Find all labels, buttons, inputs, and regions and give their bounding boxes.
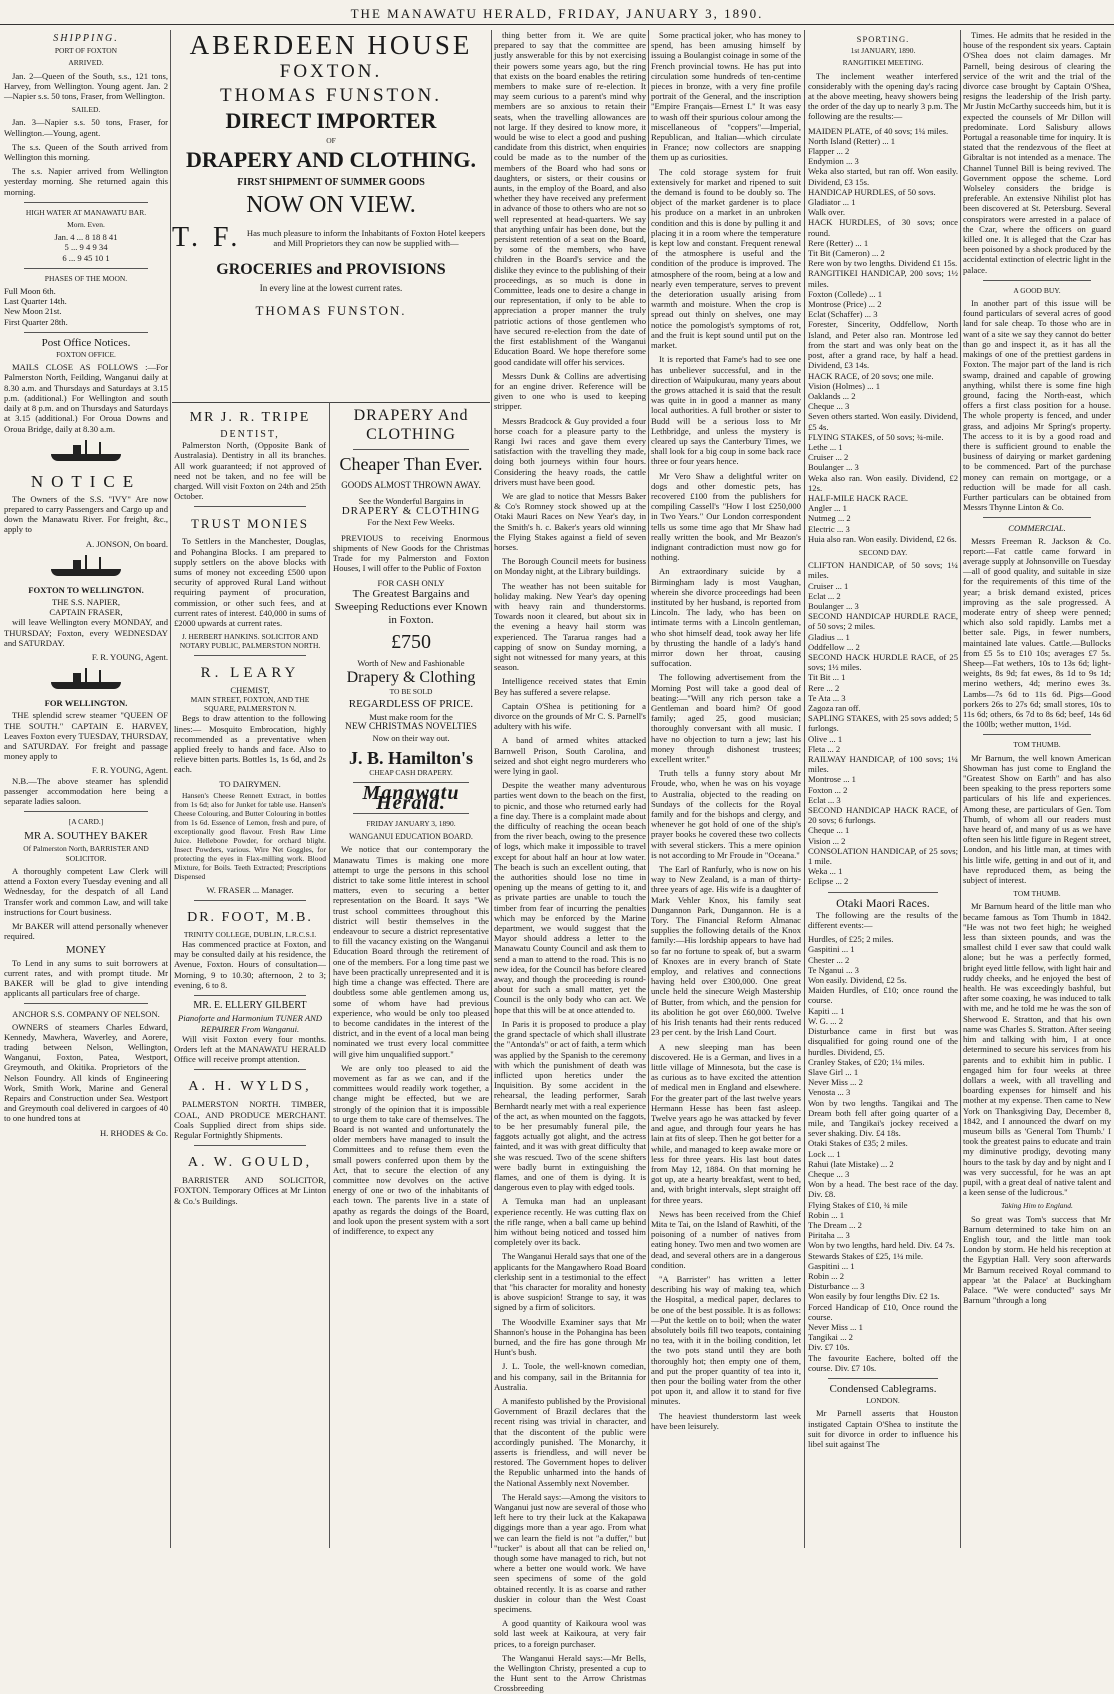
news-paragraph: The Herald says:—Among the visitors to Wanganui just now are several of those who left here to try their luck at the Kakapawa diggings more than a year ago. From what we can learn the field is not "a duffer," but "tucker" is about all that can be relied on, though some have managed to rich, but not where a better one would work. We have seen specimens of some of the gold obtained recently. It is as coarse and rather duskier in colour than the West Coast specimens. xyxy=(494,1491,646,1615)
gilbert-heading: MR. E. ELLERY GILBERT xyxy=(193,1000,307,1012)
race-result-line: SECOND HACK HURDLE RACE, of 25 sovs; 1½ miles. xyxy=(808,651,958,673)
direct-importer: DIRECT IMPORTER xyxy=(225,108,437,133)
baker-sub: Of Palmerston North, BARRISTER AND SOLICITOR. xyxy=(23,843,149,863)
notice-signature: A. JONSON, On board. xyxy=(85,538,168,549)
sailed-text: Jan. 3—Napier s.s. 50 tons, Fraser, for Wellington.—Young, agent. xyxy=(4,117,168,138)
dairymen-heading: TO DAIRYMEN. xyxy=(219,778,281,789)
race-result-line: Flapper ... 2 xyxy=(808,146,850,157)
shipping-heading: SHIPPING. xyxy=(53,33,119,44)
leary-address: MAIN STREET, FOXTON, AND THE SQUARE, PALMERSTON N. xyxy=(190,695,310,714)
tom-thumb-text: So great was Tom's success that Mr Barnum determined to take him on an English tour, and the little man took London by storm. He held his reception at the Egyptian Hall. Very soon afterwards Mr Barnum received Royal command to appear 'at the Palace' at Buckingham Palace. "We were conducted" says Mr Barnum "through a long xyxy=(963,1213,1111,1306)
news-paragraph: Some practical joker, who has money to spend, has been amusing himself by issuing a Boulangist coinage in some of the French provincial towns. He has put into circulation some hundreds of ten-centime pieces in bronze, with a very fine profile portrait of the General, and the inscription "Empire Français—Ernest I." It was easy to wash off their spurious colour among the miscellaneous of "coppers"—Imperial, Republican, and Italian—which circulate in France; now collectors are snapping them up as curiosities. xyxy=(651,30,801,163)
ad-rule xyxy=(172,402,490,403)
foot-heading: DR. FOOT, M.B. xyxy=(187,910,313,926)
race-result-line: The favourite Eachere, bolted off the course. Div. £7 10s. xyxy=(808,1352,958,1373)
news-paragraph: A band of armed whites attacked Barnwell Prison, South Carolina, and seized and shot eight negro murderers who were lying in gaol. xyxy=(494,735,646,777)
race-result-line: Gaspitini ... 1 xyxy=(808,1260,855,1271)
race-result-line: Tangikai ... 2 xyxy=(808,1332,853,1343)
steamship-icon xyxy=(41,440,131,464)
news-paragraph: In Paris it is proposed to produce a play the grand spectacle of which shall illustrate the "Antonda's" or act of faith, a term which was applied by the Spanish to the ceremony with which the punishment of death was inflicted upon heretics under the Inquisition. By some accident in the rehearsal, the leading performer, Sarah Bernhardt nearly met with a real experience of the act, as when mounted on the faggots, to be her presumably funeral pile, the faggots actually got alight, and the actress fainted, and it was with great difficulty that she was rescued. Two of the scene shifters were badly burnt in extinguishing the flames, and one of them is dying. It is dangerous even to play with edged tools. xyxy=(494,1018,646,1193)
news-paragraph: We are glad to notice that Messrs Baker & Co's Romney stock showed up at the Otaki Mauri Races on New Year's day, in the Smith's h. c. Baker's years old winning the Flying Stakes against a field of seven horses. xyxy=(494,490,646,552)
race-result-line: Montrose ... 1 xyxy=(808,774,856,785)
education-board-heading: WANGANUI EDUCATION BOARD. xyxy=(349,832,473,842)
england-heading: Taking Him to England. xyxy=(1001,1201,1073,1211)
herald-title: Manawatu Herald. xyxy=(362,781,460,815)
race-result-line: HACK RACE, of 20 sovs; one mile. xyxy=(808,370,934,381)
separator xyxy=(828,1378,938,1379)
baker-heading: MR A. SOUTHEY BAKER xyxy=(24,830,148,843)
wylds-text: PALMERSTON NORTH. TIMBER, COAL, AND PRODUCE MERCHANT. Coals Supplied direct from ships side. Regular Fortnightly Shipments. xyxy=(174,1099,326,1140)
column-divider xyxy=(491,30,492,1548)
goods-thrown-away: GOODS ALMOST THROWN AWAY. xyxy=(341,480,481,490)
race-result-line: Olive ... 1 xyxy=(808,733,843,744)
otaki-intro: The following are the results of the different events:— xyxy=(808,909,958,931)
separator xyxy=(983,517,1091,518)
race-result-line: SECOND HANDICAP HACK RACE, of 20 sovs; 6 furlongs. xyxy=(808,805,958,826)
mails-text: MAILS CLOSE AS FOLLOWS :—For Palmerston North, Feilding, Wanganui daily at 8.30 a.m. and Thursdays and Saturdays at 3.15 p.m. (additional.) For Wellington and south daily at 8 p.m. and on Thursdays and Saturdays at 3.15 (additional.) For Oroua Downs and Oroua Bridge, daily at 8.30 a.m. xyxy=(4,362,168,434)
race-result-line: Cheque ... 3 xyxy=(808,1168,850,1179)
funston-title: THOMAS FUNSTON. xyxy=(219,85,442,106)
good-buy-heading: A GOOD BUY. xyxy=(1013,285,1061,295)
separator xyxy=(194,995,306,996)
moon-phase: New Moon 21st. xyxy=(4,306,62,317)
race-result-line: Disturbance ... 3 xyxy=(808,1281,865,1292)
race-result-line: Won easily. Dividend, £2 5s. xyxy=(808,975,907,986)
separator xyxy=(194,900,306,901)
race-result-line: Eclat ... 3 xyxy=(808,794,841,805)
post-office-sub: FOXTON OFFICE. xyxy=(56,350,116,360)
race-result-line: Rahui (late Mistake) ... 2 xyxy=(808,1158,894,1169)
race-result-line: Lethe ... 1 xyxy=(808,441,843,452)
race-result-line: Foxton (Collede) ... 1 xyxy=(808,288,882,299)
otaki-heading: Otaki Maori Races. xyxy=(836,895,930,910)
race-result-line: CLIFTON HANDICAP, of 50 sovs; 1¼ miles. xyxy=(808,560,958,581)
money-heading: MONEY xyxy=(65,944,107,957)
on-their-way: Now on their way out. xyxy=(372,732,450,743)
editorial-paragraph: We are only too pleased to aid the movement as far as we can, and if the committees would readily work together, a change might be effected, but we are strongly of the opinion that it is impossible to urge them to take care of themselves. The Board is not wanted and unfortunately the older members have managed to insult the Committees and to refuse them even the small powers conferred upon them by the Act, that to secure the election of any committee now devolves on the active energy of one or two of the inhabitants of each town. The parents live in a state of apathy as regards the doings of the Board, and look upon the present system with a sort of indifference, to expect any xyxy=(333,1062,489,1236)
gilbert-sub: Pianoforte and Harmonium TUNER AND REPAIRER From Wanganui. xyxy=(177,1013,323,1034)
race-result-line: Maiden Hurdles, of £10; once round the course. xyxy=(808,985,958,1006)
race-result-line: SECOND HANDICAP HURDLE RACE, of 50 sovs; 2 miles. xyxy=(808,611,958,632)
news-paragraph: The weather has not been suitable for holiday making. New Year's day opening with heavy rain and thunderstorms. Towards noon it cleared, but about six in the evening a heavy hail storm was experienced. The Tararua ranges had a capping of snow on Sunday morning, a sight not witnessed for many years, at this season. xyxy=(494,580,646,673)
separator xyxy=(24,332,148,333)
race-result-line: Won by a head. The best race of the day. Div. £8. xyxy=(808,1179,958,1200)
race-result-line: RANGITIKEI HANDICAP, 200 sovs; 1½ miles. xyxy=(808,268,958,289)
first-shipment: FIRST SHIPMENT OF SUMMER GOODS xyxy=(237,177,425,188)
greatest-bargains: The Greatest Bargains and Sweeping Reductions ever Known in Foxton. xyxy=(334,587,488,626)
tide-row: Jan. 4 ... 8 18 8 41 xyxy=(54,232,118,243)
race-result-line: Forced Handicap of £10, Once round the course. xyxy=(808,1301,958,1322)
notice-heading: NOTICE xyxy=(30,471,142,491)
column-divider xyxy=(804,30,805,1548)
news-paragraph: The heaviest thunderstorm last week have been leisurely. xyxy=(651,1410,801,1431)
tide-columns: Morn. Even. xyxy=(67,220,105,230)
agent-signature: F. R. YOUNG, Agent. xyxy=(91,651,168,662)
race-result-line: Venosta ... 3 xyxy=(808,1087,851,1098)
masthead-rule xyxy=(0,24,1114,25)
money-text: To Lend in any sums to suit borrowers at current rates, and with prompt titude. Mr BAKER will be glad to give intending applicants all particulars free of charge. xyxy=(4,957,168,999)
separator xyxy=(194,1069,306,1070)
race-result-line: Weka also started, but ran off. Won easily. Dividend, £3 15s. xyxy=(808,166,958,187)
drapery-clothing-big: Drapery & Clothing xyxy=(346,669,476,687)
cheap-cash-drapery: CHEAP CASH DRAPERY. xyxy=(369,767,453,777)
news-paragraph: A manifesto published by the Provisional Government of Brazil declares that the recent rising was trivial in character, and that the discontent of the public were accordingly punished. The Monarchy, it asserts is friendless, and will never be restored. The Government hopes to deliver the Republic unharmed into the hands of the National Assembly next November. xyxy=(494,1396,646,1488)
cable-paragraph: Times. He admits that he resided in the house of the respondent six years. Captain O'Shea does not claim damages. Mr Parnell, being desirous of clearing the service of the writ and the trial of the divorce case brought by Captain O'Shea, resigns the leadership of the Irish party. Mr Justin McCarthy succeeds him, but it is expected the counsels of Mr Dillon will predominate. Lord Salisbury allows Portugal a reasonable time for inquiry. It is stated that the rendezvous of the fleet at Gibraltar is not intended as a menace. The Channel Tunnel Bill is being revived. The Government oppose the scheme. Lord Wolseley considers the bridge is preferable. An extensive Nihilist plot has been discovered at St. Petersburg. Several conspirators were arrested in a palace of the Czar, where the officers on guard killed one. It is alleged that the Czar has been poisoned by a shock produced by the accidental extinction of electric light in the palace. xyxy=(963,30,1111,275)
race-result-line: Montrose (Price) ... 2 xyxy=(808,299,882,310)
steamship-icon xyxy=(41,668,131,692)
christmas-novelties: NEW CHRISTMAS NOVELTIES xyxy=(345,722,477,733)
cablegrams-heading: Condensed Cablegrams. xyxy=(829,1383,937,1395)
column-divider xyxy=(648,30,649,1548)
wonderful-bargains: See the Wonderful Bargains in xyxy=(358,496,464,507)
race-result-line: Cruiser ... 2 xyxy=(808,452,849,463)
race-result-line: Gladius ... 1 xyxy=(808,631,850,642)
race-result-line: The Dream ... 2 xyxy=(808,1219,862,1230)
race-result-line: Vision (Holmes) ... 1 xyxy=(808,380,881,391)
shipping-note: The s.s. Queen of the South arrived from Wellington this morning. xyxy=(4,141,168,163)
wylds-heading: A. H. WYLDS, xyxy=(188,1079,312,1095)
race-result-line: Zagoza ran off. xyxy=(808,703,861,713)
editorial-paragraph: We notice that our contemporary the Manawatu Times is making one more attempt to urge the persons in this school district to take some little interest in school matters, even to securing a better representation on the Board. It says "We trust school committees throughout this district will bestir themselves in the endeavour to secure a district representative to fill the vacancy existing on the Wanganui Education Board through the retirement of one of the members. For a long time past we have been practically unrepresented and it is high time a change was effected. There are doubtless some able gentlemen among us, some of whom have had previous experience, who would be only too pleased to become candidates in the interest of the district, and in the event of a local man being nominated we trust every local committee will give him unqualified support." xyxy=(333,844,489,1059)
race-result-line: North Island (Retter) ... 1 xyxy=(808,135,896,146)
anchor-signature: H. RHODES & Co. xyxy=(99,1127,168,1138)
race-result-line: Slave Girl ... 1 xyxy=(808,1066,859,1077)
tripe-text: Palmerston North, (Opposite Bank of Australasia). Dentistry in all its branches. All work guaranteed; if not approved of need not be taken, and no fee will be charged. Will visit Foxton on 24th and 25th October. xyxy=(174,440,326,502)
race-result-line: Foxton ... 2 xyxy=(808,784,848,795)
sailed-heading: SAILED. xyxy=(71,105,101,115)
foxton-title: FOXTON. xyxy=(279,61,383,82)
column-news xyxy=(494,30,647,1694)
to-be-sold: TO BE SOLD xyxy=(389,687,433,697)
race-result-line: Won easily by four lengths Div. £2 1s. xyxy=(808,1291,940,1302)
sporting-date: 1st JANUARY, 1890. xyxy=(850,46,916,56)
results-list xyxy=(808,934,958,1373)
race-result-line: Hurdles, of £25; 2 miles. xyxy=(808,934,894,945)
leary-text: Begs to draw attention to the following lines:— Mosquito Embrocation, highly recommended as a preventative when applied freely to hands and face. Also to relieve bitten parts. Bottles 1s, 1s 6d, and 2s each. xyxy=(174,713,326,775)
race-result-line: Cheque ... 1 xyxy=(808,825,850,836)
news-paragraph: Despite the weather many adventurous parties went down to the beach on the first, to picnic, and those who returned early had a fine day. There is a complaint made about the difficulty of reaching the ocean beach from the river beach, owing to the presence of logs, which make it impossible to travel except for about half an hour at low water. The beach is such an excellent outing, that the authorities should lose no time in opening up the means of getting to it, and as private parties are unable to touch the timber from fear of incurring the penalties which may be enforced by the Marine department, we would suggest that the Mayor should address a letter to the Manawatu County Council and ask them to send a man to attend to the road. This is no new idea, for the Council has before cleared away, and though the proceeding is round-about for such a small matter, yet the Council is the only body who can act. We hope that this will be at once attended to. xyxy=(494,780,646,1015)
race-result-line: Rere (Retter) ... 1 xyxy=(808,237,869,248)
race-result-line: Eclat (Schaffer) ... 3 xyxy=(808,309,878,320)
race-result-line: Eclat ... 2 xyxy=(808,590,841,601)
race-result-line: Te Nganui ... 3 xyxy=(808,964,859,975)
moon-heading: PHASES OF THE MOON. xyxy=(44,273,128,283)
race-result-line: Never Miss ... 2 xyxy=(808,1077,863,1088)
news-paragraph: Mr Vero Shaw a delightful writer on dogs and other domestic pets, has recovered £100 from the publishers for compiling Cassell's "How I lost £250,000 in Two Years." Our London correspondent tells us some time ago that Mr Shaw had really written the book, and Mr Beazon's indignant contradiction must now go for nothing. xyxy=(651,470,801,563)
trust-text: To Settlers in the Manchester, Douglas, and Pohangina Blocks. I am prepared to supply settlers on the above blocks with sums of money not exceeding £500 upon security of approved Rural Land without requiring payment of procuration, commission, or other such fees, and at current rates of interest. £40,000 in sums of £2000 upwards at current rates. xyxy=(174,536,326,629)
gould-heading: A. W. GOULD, xyxy=(187,1155,313,1171)
separator xyxy=(983,280,1091,281)
race-result-line: Stewards Stakes of £25, 1¼ mile. xyxy=(808,1250,924,1261)
race-result-line: Cruiser ... 1 xyxy=(808,580,849,591)
race-result-line: Seven others started. Won easily. Dividend, £5 4s. xyxy=(808,411,958,432)
leary-text-2: Hansen's Cheese Rennett Extract, in bottles from 1s 6d; also for Junket for table use. Hansen's Cheese Colouring, and Butter Colouring in bottles from 1s 6d. Essence of Lemon, fresh and pure, of exceptionally good flavour. Fresh Raw Lime Juice. Hellebone Powder, for orchard blight. Insect Powders, various. Wire Net Goggles, for protecting the eyes in Flax-milling work. Blood Mixture, for Boils. Teeth Extracted; Prescriptions Dispensed xyxy=(174,790,326,881)
news-paragraph: The Wanganui Herald says:—Mr Bells, the Wellington Christy, presented a cup to the Hunt sent to the Arrow Christmas Crossbreeding xyxy=(494,1652,646,1694)
news-paragraph: The cold storage system for fruit extensively for market and ripened to suit the demand is found to be doubly so. The object of the market gardener is to place his produce on a market in an unbroken condition and this is done by pulling it and placing it in a room where the temperature is kept low and constant. Frequent renewal of the atmosphere is useful and the condition of the produce is improved. The atmosphere of the room, being at a low and nearly even temperature, serves to prevent the deterioration usually arising from warmth and moisture. When the crop is spread out thinly on shelves, one may notice the pomologist's symptoms of rot, and the fruit is kept sound until put on the market. xyxy=(651,166,801,351)
regardless-of-price: REGARDLESS OF PRICE. xyxy=(348,698,474,711)
column-shipping xyxy=(4,30,168,1548)
tide-row: 5 ... 9 4 9 34 xyxy=(64,242,108,253)
separator xyxy=(194,655,306,656)
news-paragraph: The Borough Council meets for business on Monday night, at the Library buildings. xyxy=(494,556,646,577)
column-news-2 xyxy=(651,30,801,1548)
separator xyxy=(353,449,469,450)
race-result-line: Electric ... 3 xyxy=(808,523,850,534)
separator xyxy=(828,892,938,893)
foxton-wellington-heading: FOXTON TO WELLINGTON. xyxy=(28,584,144,595)
post-office-heading: Post Office Notices. xyxy=(41,336,131,349)
race-result-line: Otaki Stakes of £35; 2 miles. xyxy=(808,1138,908,1149)
race-result-line: Tit Bit (Cameron) ... 2 xyxy=(808,248,885,259)
news-paragraph: Intelligence received states that Emin Bey has suffered a severe relapse. xyxy=(494,676,646,697)
foot-text: Has commenced practice at Foxton, and may be consulted daily at his residence, the Avenue, Foxton. Hours of consultation—Morning, 9 to 10.30; afternoon, 2 to 3; evening, 6 to 8. xyxy=(174,939,326,990)
race-result-line: Oaklands ... 2 xyxy=(808,390,856,401)
separator xyxy=(194,506,306,507)
drapery-clothing-sub: DRAPERY & CLOTHING xyxy=(341,505,481,518)
news-paragraph: It is reported that Fame's had to see one has unbeliever successful, and in the direction of Waipukurau, many years about the grows attached it is said that the result was quite in in good a manner as many local authorities. A full brother or sister to Budd will be a serious loss to Mr Lethbridge, and unless the mystery is cleared up says the Canterbury Times, we shall look for a big coup in some back race three or four years hence. xyxy=(651,354,801,467)
tripe-heading: MR J. R. TRIPE xyxy=(189,410,311,425)
separator xyxy=(194,1145,306,1146)
separator xyxy=(24,202,148,203)
news-paragraph: The following advertisement from the Morning Post will take a good deal of beating:—"Will any rich person take a Gentleman and board him? Of good family; aged 25, good musician; thoroughly conversant with all music. I have no objection to turn a jew; last his money through dishonest trustees; excellent writer." xyxy=(651,672,801,765)
second-day-heading: SECOND DAY. xyxy=(858,547,908,557)
commercial-text: Messrs Freeman R. Jackson & Co. report:—Fat cattle came forward in average supply at Johnsonville on Tuesday—all of good quality, and suitable in size for the requirements of this time of the year; a brisk demand existed, prices improving as the sale progressed. A moderate entry of sheep were penned; which also sold rapidly. Lambs met a better sale. Pigs, in fewer numbers, maintained late values. Cattle.—Bullocks from £5 5s to £10 10s; averages £7 5s. Sheep—Fat wethers, 10s to 13s 6d; light-weights, 8s 9d; fat ewes, 8s 1d to 9s 1d; merino wethers, 4d; merino ewes 3s. Lambs—7s 6d to 11s 6d. Pigs—Good porkers 26s to 27s 6d; small stores, 10s to 11s 6d; others, 6s 7d to 8s 6d; beef, 14s 6d the 100lb; wether mutton, 1½d. xyxy=(963,535,1111,730)
notice-text: The Owners of the S.S. "IVY" Are now prepared to carry Passengers and Cargo up and down the Manawatu River. For freight, &c., apply to xyxy=(4,493,168,535)
race-result-line: W. G. ... 2 xyxy=(808,1015,844,1026)
cablegrams-sub: LONDON. xyxy=(866,1396,900,1406)
race-result-line: Lock ... 1 xyxy=(808,1148,841,1159)
race-result-line: Te Ata ... 3 xyxy=(808,692,846,703)
for-wellington-heading: FOR WELLINGTON. xyxy=(44,698,128,709)
steamship-icon xyxy=(41,555,131,579)
column-divider xyxy=(960,30,961,1548)
moon-phase: Full Moon 6th. xyxy=(4,286,56,297)
steamer-text: THE splendid screw steamer "QUEEN OF THE SOUTH." CAPTAIN E. HARVEY, Leaves Foxton every TUESDAY, THURSDAY, and SATURDAY. For freight and passage money apply to xyxy=(4,710,168,762)
news-paragraph: The Earl of Ranfurly, who is now on his way to New Zealand, is a man of thirty-three years of age. His wife is a daughter of Mark Vehler Knox, his family seat Dungannon Park, Dungannon. He is a Tory. The Financial Reform Almanac supplies the following details of the Knox family:—His lordship appears to have had so far no fortune to speak of, but a swarm of Knoxes are in every branch of State employ, and relatives and connections having held over £300,000. One great uncle held the sinecure Weigh Mastership of Butter, from which, and the pension for its abolition he got over £60,000. Twelve of his Irish tenants had their rents reduced 23 per cent. by the Irish Land Court. xyxy=(651,864,801,1038)
fraser-signature: W. FRASER ... Manager. xyxy=(206,884,294,895)
race-result-line: CONSOLATION HANDICAP, of 25 sovs; 1 mile. xyxy=(808,845,958,867)
race-result-line: Eclipse ... 2 xyxy=(808,876,849,887)
tf-initials: T. F. xyxy=(172,222,242,253)
separator xyxy=(24,811,148,812)
race-result-line: Tit Bit ... 1 xyxy=(808,672,846,683)
news-paragraph: The Woodville Examiner says that Mr Shannon's house in the Pohangina has been burned, and the fire has gone through Mr Hunt's bush. xyxy=(494,1316,646,1358)
race-result-line: Huia also ran. Won easily. Dividend, £2 6s. xyxy=(808,533,957,544)
tom-thumb-text: Mr Barnum heard of the little man who became famous as Tom Thumb in 1842. "He was not two feet high; he weighed less than sixteen pounds, and was the smallest child I ever saw that could walk alone; but he was a perfectly formed, bright eyed little fellow, with light hair and ruddy cheeks, and he enjoyed the best of health. He was exceedingly bashful, but after some coaxing, he was induced to talk with me, and he told me he was the son of Sherwood E. Stratton, and that his own name was Charles S. Stratton. After seeing him and talking with him, I at once determined to secure his services from his parents and to exhibit him in public. I engaged him for four weeks at three dollars a week, with all travelling and boarding expenses for himself and his mother at my expense. Then came to New York on Thanksgiving Day, December 8, 1842, and I announced the dwarf on my museum bills as 'General Tom Thumb.' I took the greatest pains to educate and train my diminutive prodigy, devoting many hours to the task by day and by night and I was very successful, for he was an apt pupil, with a great deal of native talent and a keen sense of the ludicrous." xyxy=(963,901,1111,1198)
race-result-line: Angler ... 1 xyxy=(808,503,847,514)
worth-text: Worth of New and Fashionable xyxy=(357,657,465,668)
race-result-line: HACK HURDLES, of 30 sovs; once round. xyxy=(808,217,958,238)
news-paragraph: A Temuka man had an unpleasant experience recently. He was cutting flax on the rifle range, when a ball came up behind him without being noticed and tossed him completely over its back. xyxy=(494,1196,646,1248)
shipping-note: The s.s. Napier arrived from Wellington yesterday morning. She returned again this morning. xyxy=(4,166,168,197)
hankins-signature: J. HERBERT HANKINS. SOLICITOR AND NOTARY PUBLIC, PALMERSTON NORTH. xyxy=(179,632,321,651)
news-paragraph: Messrs Bradcock & Guy provided a four horse coach for a pleasure party to the Rangi Iwi races and gave them every satisfaction with the travelling they made, doing both journeys within four hours. Considering the heavy roads, the cattle drivers must have been good. xyxy=(494,415,646,487)
tripe-dentist: DENTIST, xyxy=(220,429,280,440)
anchor-text: OWNERS of steamers Charles Edward, Kennedy, Mawhera, Waverley, and Aorere, trading between Nelson, Wellington, Wanganui, Foxton, Patea, Westport, Greymouth, and Okitika. Proprietors of the Nelson Foundry. All kinds of Engineering Work, Smith Work, Marine and General Repairs and Construction under Sea. Westport and Greymouth coal delivered in cargoes of 40 to one hundred tons at xyxy=(4,1021,168,1124)
leary-heading: R. LEARY xyxy=(200,665,300,682)
news-paragraph: "A Barrister" has written a letter describing his way of making tea, which the Hospital, a medical paper, declares to be one of the best possible. It is as follows:—Put the kettle on to boil; when the water absolutely boils fill two teapots, containing no tea, with it in the boiling condition, let the two pots stand until they are both thoroughly hot; then empty one of them, and put the proper quantity of tea into it, then pour the boiling water from the other pot upon it, and allow it to stand for five minutes. xyxy=(651,1273,801,1407)
results-list xyxy=(808,126,958,544)
good-buy-text: In another part of this issue will be found particulars of several acres of good land for sale cheap. To those who are in want of a site we say they cannot do better than go and inspect it, as it has all the makings of one of the prettiest gardens in Foxton. The major part of the land is rich swamp, drained and capable of growing anything, whilst there is some fine high ground, facing the North-east, which offers a first class position for a house. The whole property is fenced, and under grass, and adjoins Mr Spring's property. The access to it is by a good road and there is sufficient ground to enable the business of dairying or market gardening to be commenced. Part of the purchase money can remain on mortgage, or a reduction will be made for all cash. Further particulars can be obtained from Messrs Thynne Linton & Co. xyxy=(963,298,1111,513)
commercial-heading: COMMERCIAL. xyxy=(1008,523,1066,534)
anchor-heading: ANCHOR S.S. COMPANY OF NELSON. xyxy=(12,1009,160,1020)
separator xyxy=(983,734,1091,735)
race-result-line: Gaspitini ... 1 xyxy=(808,944,855,955)
column-professional-ads xyxy=(174,406,326,1548)
tom-thumb-heading: TOM THUMB. xyxy=(1013,740,1061,750)
aberdeen-title: ABERDEEN HOUSE xyxy=(189,30,473,60)
race-result-line: Walk over. xyxy=(808,207,846,218)
cheaper-title: Cheaper Than Ever. xyxy=(339,454,483,474)
foot-sub: TRINITY COLLEGE, DUBLIN, L.R.C.S.I. xyxy=(183,930,317,940)
race-result-line: Won by two lengths. Tangikai and The Dream both fell after going quarter of a mile, and Tangikai's jockey received a sever shaking. Div. £4 18s. xyxy=(808,1097,958,1139)
port-heading: PORT OF FOXTON xyxy=(54,46,118,56)
race-result-line: Won by two lengths, hard held. Div. £4 7s. xyxy=(808,1240,955,1251)
race-result-line: Vision ... 2 xyxy=(808,835,846,846)
race-result-line: MAIDEN PLATE, of 40 sovs; 1¼ miles. xyxy=(808,125,949,136)
sporting-intro: The inclement weather interfered considerably with the opening day's racing at the above meeting, heavy showers being the order of the day up to nearly 3 p.m. The following are the results:— xyxy=(808,70,958,122)
baker-text: Mr BAKER will attend personally whenever required. xyxy=(4,921,168,942)
moon-phase: First Quarter 28th. xyxy=(4,316,68,327)
steamer-note: N.B.—The above steamer has splendid passenger accommodation here being a separate ladies saloon. xyxy=(4,775,168,806)
race-result-line: Forester, Sincerity, Oddfellow, North Island, and Peter also ran. Montrose led from the start and was only beat on the post, after a grand race, by half a head. Dividend, £3 14s. xyxy=(808,319,958,371)
race-result-line: RAILWAY HANDICAP, of 100 sovs; 1¼ miles. xyxy=(808,754,958,775)
race-result-line: Fleta ... 2 xyxy=(808,743,841,754)
separator xyxy=(24,1003,148,1004)
race-result-line: Rere ... 2 xyxy=(808,682,840,693)
race-result-line: HALF-MILE HACK RACE. xyxy=(808,492,909,503)
agent-signature: F. R. YOUNG, Agent. xyxy=(91,765,168,776)
race-result-line: Boulanger ... 3 xyxy=(808,462,859,473)
arrived-heading: ARRIVED. xyxy=(68,58,104,68)
amount-750: £750 xyxy=(391,630,431,653)
race-result-line: Weka also ran. Won easily. Dividend, £2 12s. xyxy=(808,472,958,493)
news-paragraph: Captain O'Shea is petitioning for a divorce on the grounds of Mr C. S. Parnell's adultery with his wife. xyxy=(494,700,646,732)
separator xyxy=(24,268,148,269)
meeting-heading: RANGITIKEI MEETING. xyxy=(842,58,924,68)
schedule-text: will leave Wellington every MONDAY, and THURSDAY; Foxton, every WEDNESDAY and SATURDAY. xyxy=(4,617,168,648)
news-paragraph: Truth tells a funny story about Mr Froude, who, when he was on his voyage to Australia, objected to the reading on Sundays of the collects for the Royal family and for the bishops and clergy, and whenever he got hold of one of the ship's prayer books he covered these two collects with several stickers. This a mere opinion is not according to Mr Froude in "Oceana." xyxy=(651,768,801,860)
tide-row: 6 ... 9 45 10 1 xyxy=(62,252,110,263)
race-result-line: Flying Stakes of £10, ¾ mile xyxy=(808,1199,908,1210)
news-paragraph: An extraordinary suicide by a Birmingham lady is most Vaughan, wherein she divorce proceedings had been instituted by her husband, is reported from Lincoln. The lady, who has been on intimate terms with a Lincoln gentleman, who shot himself dead, took away her life by thrusting the handle of a lady's hand mirror down her throat, causing suffocation. xyxy=(651,566,801,669)
race-result-line: Nutmeg ... 2 xyxy=(808,513,851,524)
race-result-line: Cheque ... 3 xyxy=(808,401,850,412)
card-heading: [A CARD.] xyxy=(68,817,104,827)
tide-heading: HIGH WATER AT MANAWATU BAR. xyxy=(25,207,147,217)
hamilton-title: J. B. Hamilton's xyxy=(348,747,473,768)
baker-text: A thoroughly competent Law Clerk will attend a Foxton every Tuesday evening and all Wednesday, for the despatch of all Land Transfer work and common Law, and will take instructions for Court business. xyxy=(4,865,168,917)
column-divider xyxy=(329,402,330,1548)
funston-signature: THOMAS FUNSTON. xyxy=(255,303,407,318)
news-paragraph: Messrs Dunk & Collins are advertising for an engine driver. Reference will be given to one who is used to keeping stripper. xyxy=(494,370,646,412)
drapery-clothing-title: DRAPERY And CLOTHING xyxy=(353,407,469,443)
race-result-line: Weka ... 1 xyxy=(808,866,843,877)
moon-phase: Last Quarter 14th. xyxy=(4,296,67,307)
ship-name: THE S.S. NAPIER, xyxy=(51,596,121,607)
news-paragraph: J. L. Toole, the well-known comedian, and his company, sail in the Britannia for Australia. xyxy=(494,1361,646,1392)
drapery-clothing-title: DRAPERY AND CLOTHING. xyxy=(186,147,476,172)
tf-text: Has much pleasure to inform the Inhabitants of Foxton Hotel keepers and Mill Proprietors they can now be supplied with— xyxy=(246,228,486,248)
now-on-view: NOW ON VIEW. xyxy=(246,192,416,218)
captain-name: CAPTAIN FRASER, xyxy=(49,607,123,618)
column-misc xyxy=(963,30,1111,1548)
leary-chemist: CHEMIST, xyxy=(230,685,270,696)
issue-date: FRIDAY JANUARY 3, 1890. xyxy=(366,819,456,829)
cash-only: FOR CASH ONLY xyxy=(377,577,445,588)
news-paragraph: A good quantity of Kaikoura wool was sold last week at Kaikoura, at very fair prices, to a foreign purchaser. xyxy=(494,1618,646,1649)
race-result-line: Boulanger ... 3 xyxy=(808,600,859,611)
news-paragraph: A new sleeping man has been discovered. He is a German, and lives in a little village of Minnesota, but the case is as curious as to have excited the attention of medical men in England and elsewhere. For the greater part of the last twelve years Hermann Hesse has been fast asleep. Twelve years ago he was attacked by fever and ague, and through four years he has lain at fits of sleep. Then he got better for a while, and managed to keep awake more or less for three years. His last bout dates from May 12, 1884. On that morning he got up, ate a hearty breakfast, went to bed, and, with bright intervals, slept straight off for three years. xyxy=(651,1041,801,1205)
race-result-line: Disturbance came in first but was disqualified for going round one of the hurdles. Dividend, £5. xyxy=(808,1026,958,1057)
aberdeen-house-ad xyxy=(172,30,490,400)
race-result-line: Div. £7 10s. xyxy=(808,1342,850,1353)
news-paragraph: News has been received from the Chief Mita te Tai, on the Island of Rawhiti, of the poisoning of a number of natives from eating honey. Two men and two women are dead, and several others are in a dangerous condition. xyxy=(651,1208,801,1270)
column-divider xyxy=(170,30,171,1548)
arrived-text: Jan. 2—Queen of the South, s.s., 121 tons, Harvey, from Wellington. Young agent. Jan. 2—Napier s.s. 50 tons, Fraser, from Wellington. xyxy=(4,70,168,102)
race-result-line: Oddfellow ... 2 xyxy=(808,641,860,652)
gilbert-text: Will visit Foxton every four months. Orders left at the MANAWATU HERALD Office will receive prompt attention. xyxy=(174,1033,326,1065)
results-list xyxy=(808,560,958,887)
tom-thumb-text: Mr Barnum, the well known American Showman has just come to England the "Greatest Show on Earth" and has also been speaking to the press reporters some particulars of his life and experiences. Among these, are particulars of Gen. Tom Thumb, of whom all our readers must have heard of, and many of us as we have often seen his little figure in Regent street, London, and his little man, at times with his little wife, getting in and out of it, and have reproduced them, as being the subject of interest. xyxy=(963,752,1111,886)
make-room: Must make room for the xyxy=(369,712,453,723)
news-paragraph: thing better from it. We are quite prepared to say that the committee are justly answerable for this by not exercising their powers some years ago, but the ring that exists on the board enables the retiring members to make sure of re-election. It may seem curious to a parent's mind why members are so anxious to retain their seats, when the travelling allowances are not large. If they desired to know more, it would be wise to elect a good and pushing candidate from this district, when enquiries could be made as to the number of the members of the Board who had sons or daughters, or sisters, or their cousins or aunts, in the employ of the Board, and also whether they have received any preferment in advance of those to others who are not so well represented at head-quarters. We say that anything unfair has been done, but the persistent retention of a seat on the Board, by some of the members, who have children in the Board's service and the dislike they evince to the publishing of their proceedings, as so much is done in Committee, leads one to desire a change in our representation, if only to be able to appreciation a proper manner the truly patriotic actions of those gentlemen who have secured re-election from the date of the first establishment of the Wanganui Education Board. We hope therefore some good candidate will offer his services. xyxy=(494,30,646,367)
race-result-line: Robin ... 2 xyxy=(808,1270,845,1281)
trust-heading: TRUST MONIES xyxy=(190,516,310,532)
race-result-line: Gladiator ... 1 xyxy=(808,197,856,208)
every-line-text: In every line at the lowest current rates. xyxy=(259,283,403,293)
sporting-heading: SPORTING. xyxy=(856,34,910,44)
race-result-line: SAPLING STAKES, with 25 sovs added; 5 furlongs. xyxy=(808,713,958,734)
cablegrams-text: Mr Parnell asserts that Houston instigated Captain O'Shea to institute the suit for divorce in order to influence his libel suit against The xyxy=(808,1408,958,1450)
column-sporting xyxy=(808,30,958,1548)
race-result-line: Rere won by two lengths. Dividend £1 15s. xyxy=(808,258,958,269)
next-weeks: For the Next Few Weeks. xyxy=(367,516,455,527)
groceries-title: GROCERIES and PROVISIONS xyxy=(216,261,446,278)
masthead: THE MANAWATU HERALD, FRIDAY, JANUARY 3, 1890. xyxy=(350,6,764,21)
of-text: OF xyxy=(326,136,336,145)
race-result-line: Robin ... 1 xyxy=(808,1209,845,1220)
race-result-line: Piritaha ... 3 xyxy=(808,1230,850,1241)
race-result-line: HANDICAP HURDLES, of 50 sovs. xyxy=(808,186,936,197)
gould-text: BARRISTER AND SOLICITOR, FOXTON. Temporary Offices at Mr Linton & Co.'s Buildings. xyxy=(174,1175,326,1206)
news-paragraph: The Wanganui Herald says that one of the applicants for the Mangawhero Road Board clerkship sent in a testimonial to the effect that "his character for morality and honesty is above suspicion! Strange to say, it was signed by a firm of solicitors. xyxy=(494,1251,647,1313)
race-result-line: Endymion ... 3 xyxy=(808,156,859,167)
tom-thumb-sub: TOM THUMB. xyxy=(1013,889,1061,899)
previous-text: PREVIOUS to receiving Enormous shipments of New Goods for the Christmas Trade for my Palmerston and Foxton Houses, I will offer to the Public of Foxton xyxy=(333,532,489,574)
race-result-line: FLYING STAKES, of 50 sovs; ¾-mile. xyxy=(808,431,944,442)
race-result-line: Kapiti ... 1 xyxy=(808,1005,845,1016)
column-drapery-editorial xyxy=(333,406,489,1548)
race-result-line: Chester ... 2 xyxy=(808,954,850,965)
race-result-line: Never Miss ... 1 xyxy=(808,1321,863,1332)
race-result-line: Cranley Stakes, of £20; 1¼ miles. xyxy=(808,1056,925,1067)
